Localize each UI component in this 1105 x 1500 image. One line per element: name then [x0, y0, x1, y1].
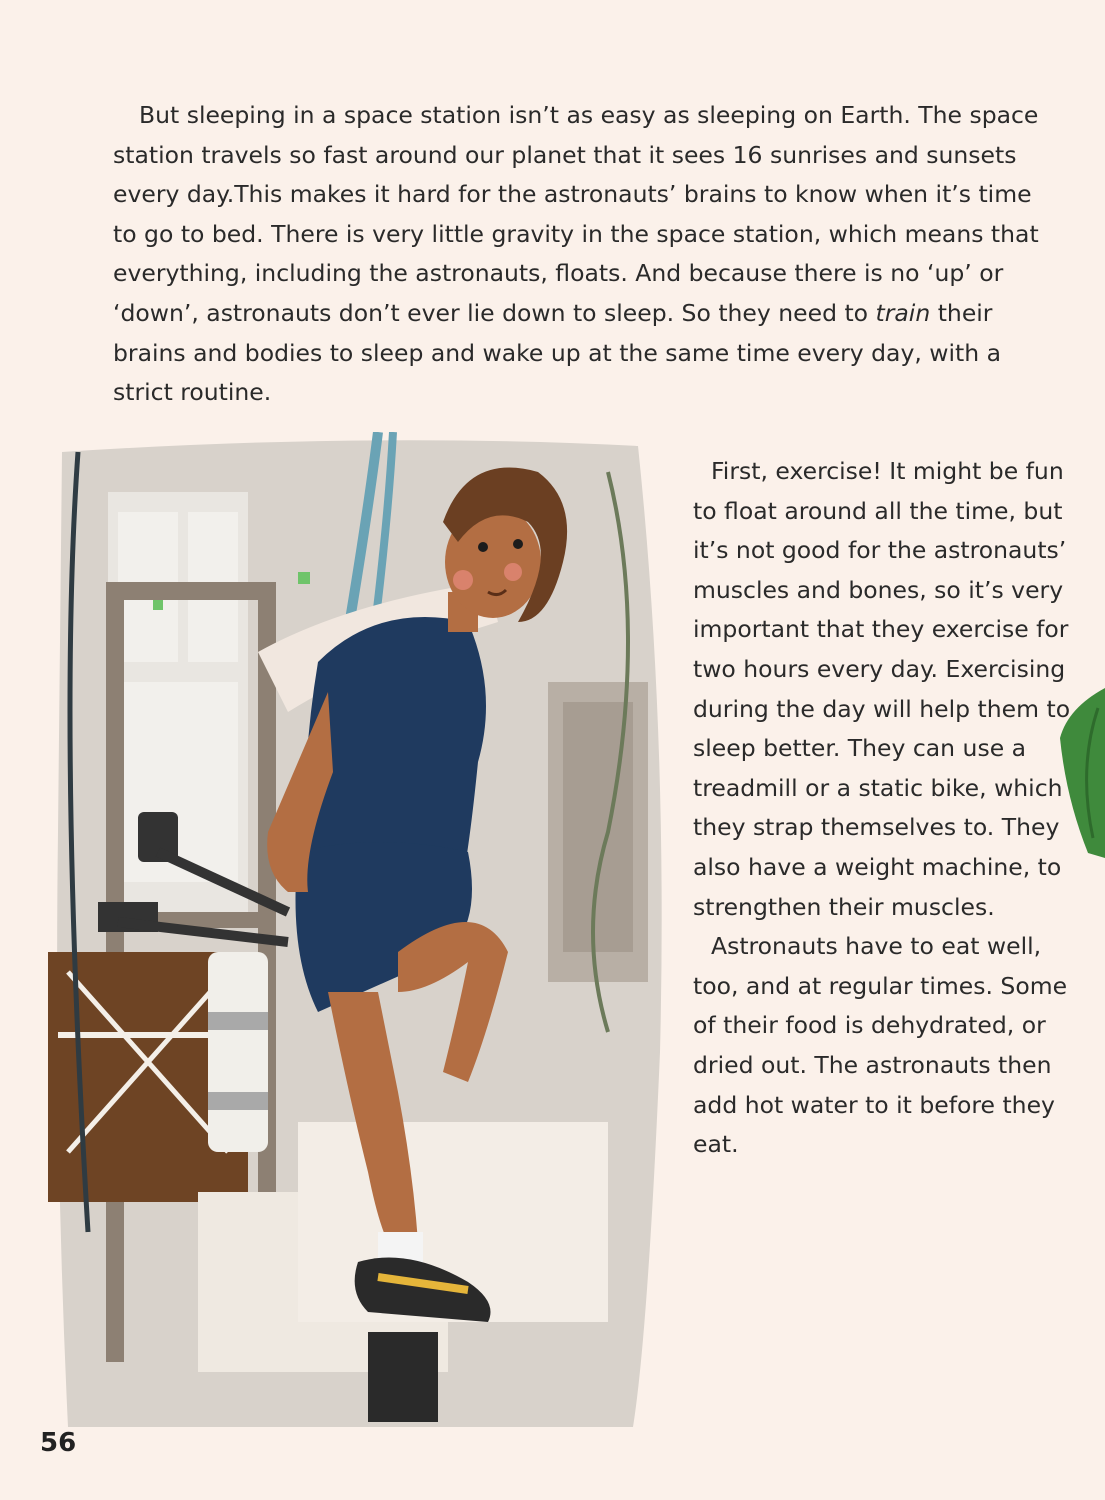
- leaf-icon: [1058, 688, 1105, 858]
- food-paragraph: Astronauts have to eat well, too, and at regular times. Some of their food is dehydrated, or dried out. The astronauts then add hot water to it before they eat.: [693, 932, 1068, 1159]
- illustration-svg: [48, 432, 688, 1432]
- side-text: [693, 452, 1073, 1165]
- intro-text-part-2: their brains and bodies to sleep and wake up at the same time every day, with a strict routine.: [113, 298, 1002, 407]
- page-edge-leaf-decoration: [1058, 688, 1105, 862]
- exercise-paragraph: First, exercise! It might be fun to float around all the time, but it’s not good for the astronauts’ muscles and bones, so it’s very important that they exercise for two hours every day. Exercising during the day will help them to sleep better. They can use a treadmill or a static bike, which they strap themselves to. They also have a weight machine, to strengthen their muscles.: [693, 457, 1071, 921]
- intro-emphasis-train: train: [875, 298, 931, 327]
- intro-text-part-1: But sleeping in a space station isn’t as easy as sleeping on Earth. The space station travels so fast around our planet that it sees 16 sunrises and sunsets every day.This makes it hard for the astronauts’ brains to know when it’s time to go to bed. There is very little gravity in the space station, which means that everything, including the astronauts, floats. And because there is no ‘up’ or ‘down’, astronauts don’t ever lie down to sleep. So they need to: [113, 101, 1039, 327]
- intro-paragraph: [113, 96, 1048, 413]
- astronaut-exercise-illustration: [48, 432, 688, 1432]
- page-number: 56: [40, 1428, 77, 1458]
- intro-text: [113, 96, 1048, 413]
